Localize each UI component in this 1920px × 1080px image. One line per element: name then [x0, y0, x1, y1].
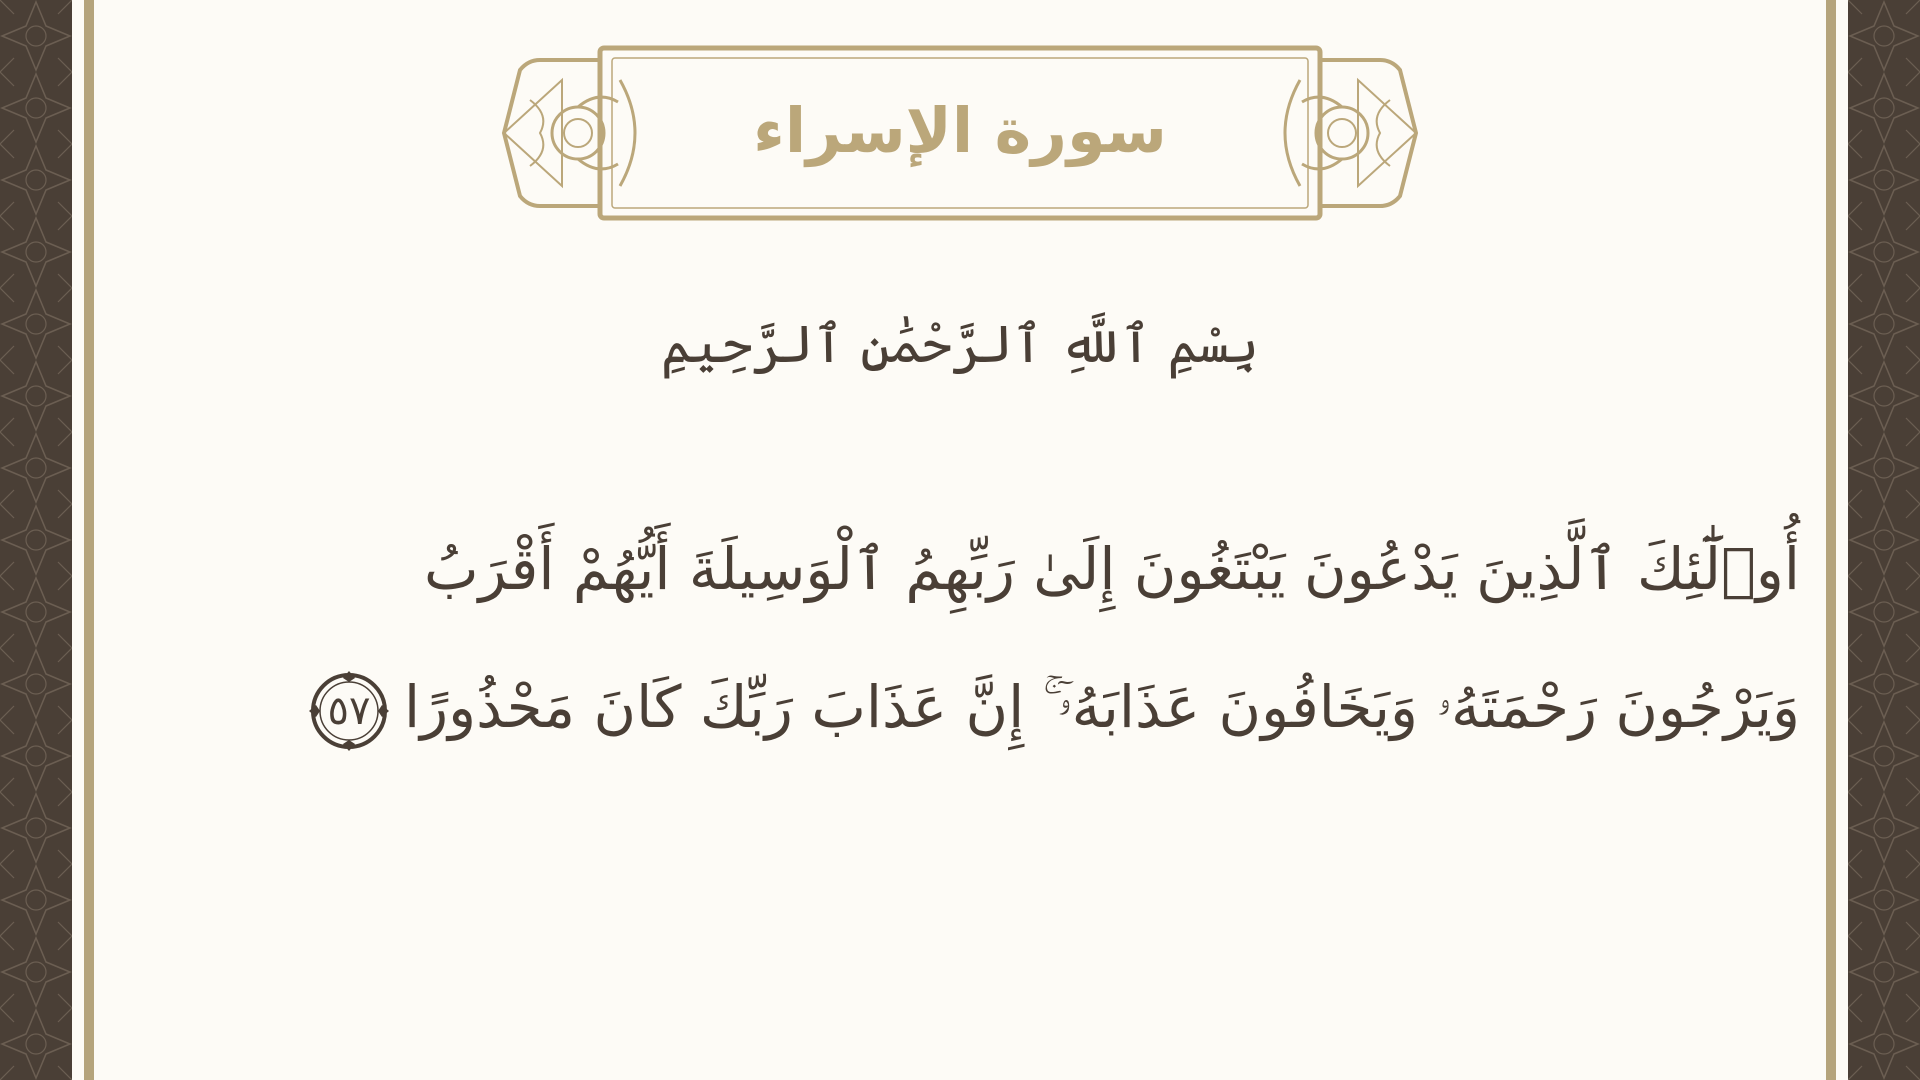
- right-ornamental-border: [1848, 0, 1920, 1080]
- right-gold-rule: [1826, 0, 1836, 1080]
- left-ornamental-border: [0, 0, 72, 1080]
- ayah-end-marker-icon: [306, 668, 392, 754]
- verse-line-1: أُو۟لَٰٓئِكَ ٱلَّذِينَ يَدْعُونَ يَبْتَغُونَ إِلَىٰ رَبِّهِمُ ٱلْوَسِيلَةَ أَيُّهُمْ أَقْرَبُ: [424, 535, 1800, 603]
- geometric-pattern-icon: [1848, 0, 1920, 1080]
- surah-name: سورة الإسراء: [753, 94, 1167, 167]
- verse-line-2-text: وَيَرْجُونَ رَحْمَتَهُۥ وَيَخَافُونَ عَذَابَهُۥٓ ۚ إِنَّ عَذَابَ رَبِّكَ كَانَ مَحْذُورًا: [404, 673, 1800, 741]
- verse-line-2: [150, 638, 1800, 776]
- geometric-pattern-icon: [0, 0, 72, 1080]
- ayah-number: ٥٧: [327, 687, 371, 734]
- surah-title-banner: [500, 40, 1420, 230]
- verse-text: [150, 500, 1800, 776]
- left-gold-rule: [84, 0, 94, 1080]
- basmala: بِسْمِ ٱللَّهِ ٱلرَّحْمَٰنِ ٱلرَّحِيمِ: [660, 315, 1260, 375]
